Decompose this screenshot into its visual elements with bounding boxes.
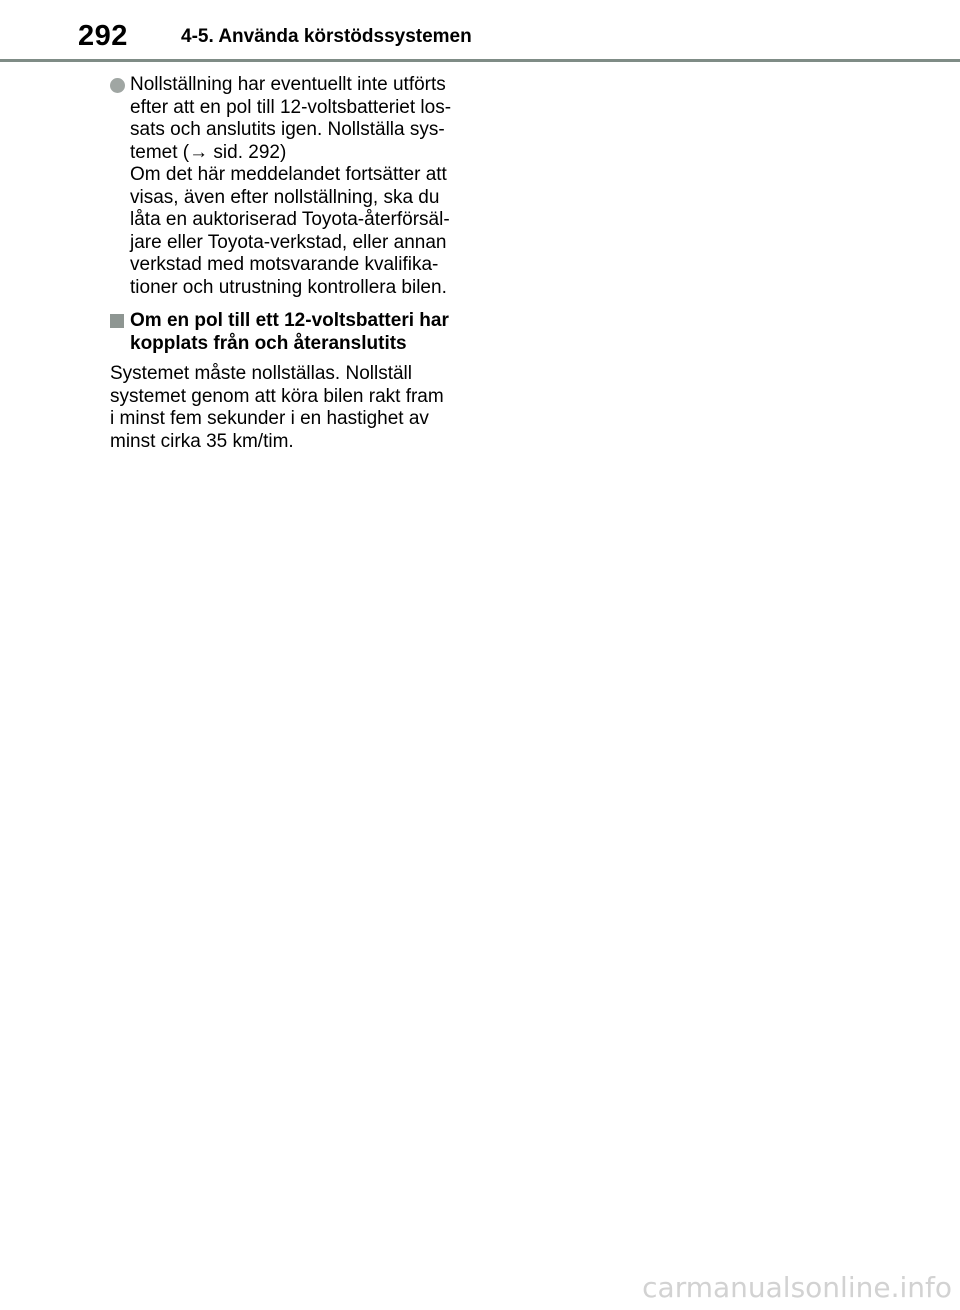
paragraph-line: Systemet måste nollställas. Nollställ: [110, 363, 412, 384]
square-bullet-icon: [110, 314, 124, 328]
page-number: 292: [78, 20, 128, 52]
bullet-item: [110, 74, 480, 299]
header-rule: [0, 59, 960, 62]
bullet-line: Om det här meddelandet fortsätter att: [130, 164, 447, 185]
paragraph-line: i minst fem sekunder i en hastighet av: [110, 408, 429, 429]
subheading-line: kopplats från och återanslutits: [130, 332, 407, 354]
bullet-line: tioner och utrustning kontrollera bilen.: [130, 276, 447, 298]
bullet-line: visas, även efter nollställning, ska du: [130, 186, 440, 208]
subheading: [110, 310, 480, 355]
page-content: [110, 74, 480, 453]
paragraph-line: minst cirka 35 km/tim.: [110, 430, 294, 452]
circle-bullet-icon: [110, 78, 125, 93]
paragraph-line: systemet genom att köra bilen rakt fram: [110, 385, 444, 407]
body-paragraph: [110, 363, 480, 453]
section-title: 4-5. Använda körstödssystemen: [181, 26, 472, 47]
bullet-line: verkstad med motsvarande kvalifika-: [130, 254, 439, 275]
bullet-line: efter att en pol till 12-voltsbatteriet los-: [130, 96, 452, 118]
bullet-line: jare eller Toyota-verkstad, eller annan: [130, 231, 447, 253]
bullet-line: sats och anslutits igen. Nollställa sys-: [130, 119, 445, 140]
bullet-line: låta en auktoriserad Toyota-återförsäl-: [130, 209, 450, 230]
watermark-text: carmanualsonline.info: [642, 1271, 952, 1304]
subheading-line: Om en pol till ett 12-voltsbatteri har: [130, 310, 449, 331]
page-header: [0, 0, 960, 62]
bullet-line: Nollställning har eventuellt inte utförts: [130, 74, 446, 95]
bullet-line: temet (→ sid. 292): [130, 141, 287, 163]
